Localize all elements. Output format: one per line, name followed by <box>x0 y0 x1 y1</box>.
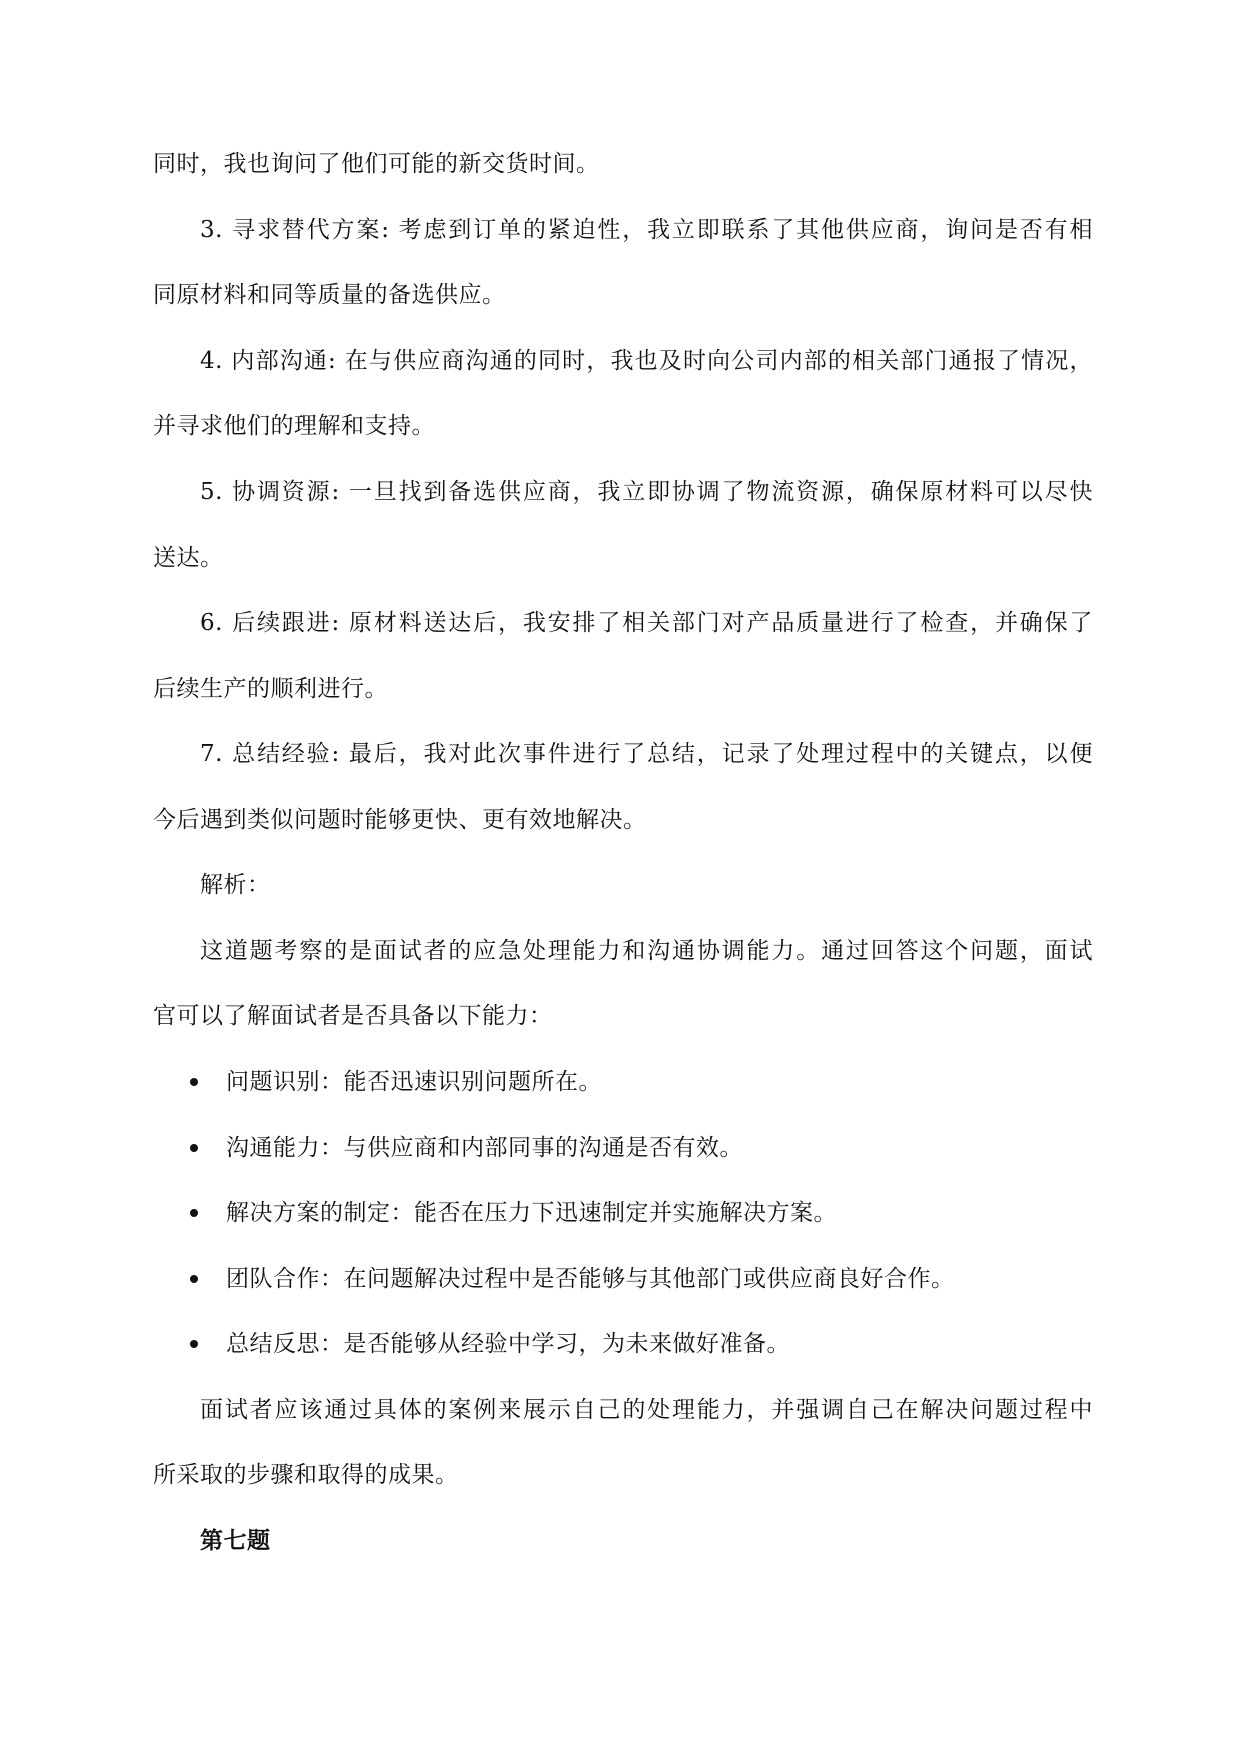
bullet-dot <box>190 1078 198 1086</box>
bullet-item-1: 问题识别：能否迅速识别问题所在。 <box>226 1069 602 1095</box>
bullet-item-3: 解决方案的制定：能否在压力下迅速制定并实施解决方案。 <box>226 1200 837 1226</box>
paragraph-line: 所采取的步骤和取得的成果。 <box>153 1462 459 1488</box>
bullet-item-2: 沟通能力：与供应商和内部同事的沟通是否有效。 <box>226 1135 743 1161</box>
bullet-item-5: 总结反思：是否能够从经验中学习，为未来做好准备。 <box>226 1331 790 1357</box>
step-7-line: 7. 总结经验: 最后，我对此次事件进行了总结，记录了处理过程中的关键点，以便 <box>200 741 1093 767</box>
analysis-line: 这道题考察的是面试者的应急处理能力和沟通协调能力。通过回答这个问题，面试 <box>200 938 1093 964</box>
section-heading: 第七题 <box>200 1527 271 1554</box>
step-3-line: 3. 寻求替代方案: 考虑到订单的紧迫性，我立即联系了其他供应商，询问是否有相 <box>200 217 1093 243</box>
bullet-dot <box>190 1275 198 1283</box>
paragraph-line: 后续生产的顺利进行。 <box>153 676 388 702</box>
paragraph-line: 今后遇到类似问题时能够更快、更有效地解决。 <box>153 807 647 833</box>
bullet-dot <box>190 1209 198 1217</box>
conclusion-line: 面试者应该通过具体的案例来展示自己的处理能力，并强调自己在解决问题过程中 <box>200 1397 1093 1423</box>
step-6-line: 6. 后续跟进: 原材料送达后，我安排了相关部门对产品质量进行了检查，并确保了 <box>200 610 1093 636</box>
paragraph-line: 同原材料和同等质量的备选供应。 <box>153 282 506 308</box>
paragraph-line: 并寻求他们的理解和支持。 <box>153 413 435 439</box>
paragraph-line: 同时，我也询问了他们可能的新交货时间。 <box>153 151 600 177</box>
paragraph-line: 送达。 <box>153 545 224 571</box>
step-4-line: 4. 内部沟通: 在与供应商沟通的同时，我也及时向公司内部的相关部门通报了情况， <box>200 348 1093 374</box>
paragraph-line: 官可以了解面试者是否具备以下能力： <box>153 1003 553 1029</box>
bullet-dot <box>190 1340 198 1348</box>
bullet-item-4: 团队合作：在问题解决过程中是否能够与其他部门或供应商良好合作。 <box>226 1266 955 1292</box>
analysis-label: 解析： <box>200 872 271 898</box>
step-5-line: 5. 协调资源: 一旦找到备选供应商，我立即协调了物流资源，确保原材料可以尽快 <box>200 479 1093 505</box>
bullet-dot <box>190 1144 198 1152</box>
